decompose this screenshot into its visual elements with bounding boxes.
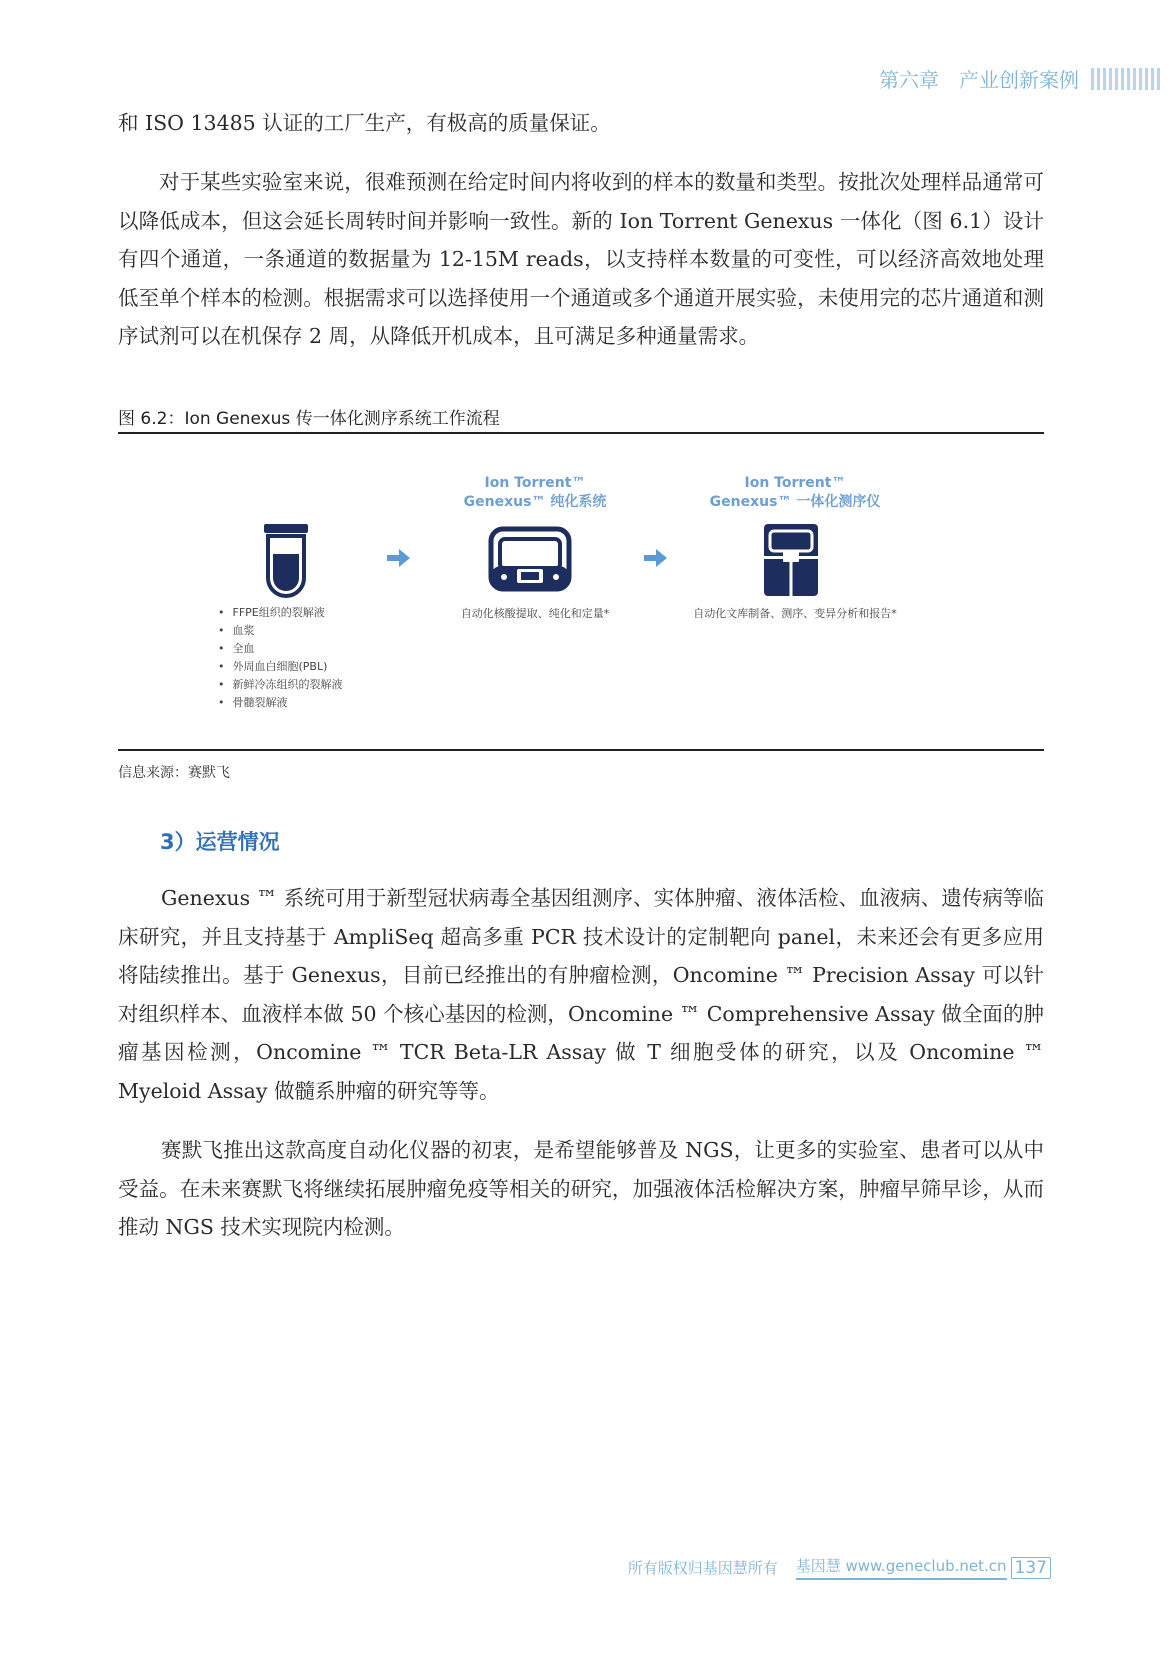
list-item: • 外周血白细胞(PBL) [218,658,343,676]
sample-tube-icon [262,522,310,600]
arrow-right-icon [644,548,668,568]
sample-type-list [218,604,343,712]
purification-title-line2: Genexus™ 纯化系统 [463,494,607,510]
list-item: • 新鲜冷冻组织的裂解液 [218,676,343,694]
page-header [879,64,1161,93]
purification-instrument-icon [488,526,572,592]
sequencer-title-line2: Genexus™ 一体化测序仪 [709,494,881,510]
purification-system-title [440,474,630,512]
arrow-right-icon [387,548,411,568]
figure-caption: 图 6.2：Ion Genexus 传一体化测序系统工作流程 [118,409,500,429]
chapter-title: 产业创新案例 [959,68,1079,92]
sequencer-title-line1: Ion Torrent™ [744,475,846,491]
brand-link[interactable]: 基因慧 www.geneclub.net.cn [796,1555,1007,1580]
figure-source: 信息来源：赛默飞 [118,765,230,781]
paragraph-4: 赛默飞推出这款高度自动化仪器的初衷，是希望能够普及 NGS，让更多的实验室、患者可以从中受益。在未来赛默飞将继续拓展肿瘤免疫等相关的研究，加强液体活检解决方案，肿瘤早筛早诊，从而推动 NGS 技术实现院内检测。 [118,1138,1044,1239]
section-heading: 3）运营情况 [160,830,280,854]
header-decoration-icon [1091,68,1161,90]
list-item: • 血浆 [218,622,343,640]
figure-bottom-rule [118,749,1044,751]
paragraph-2: 对于某些实验室来说，很难预测在给定时间内将收到的样本的数量和类型。按批次处理样品通常可以降低成本，但这会延长周转时间并影响一致性。新的 Ion Torrent Genexus 一体化（图 6.1）设计有四个通道，一条通道的数据量为 12-15M reads，以支持样本数量的可变性，可以经济高效地处理低至单个样本的检测。根据需求可以选择使用一个通道或多个通道开展实验，未使用完的芯片通道和测序试剂可以在机保存 2 周，从降低开机成本，且可满足多种通量需求。 [118,170,1044,348]
page-footer [628,1555,1051,1580]
chapter-label: 第六章 [879,68,939,92]
list-item: • 骨髓裂解液 [218,694,343,712]
purification-title-line1: Ion Torrent™ [484,475,586,491]
page-number: 137 [1011,1557,1051,1579]
paragraph-3: Genexus ™ 系统可用于新型冠状病毒全基因组测序、实体肿瘤、液体活检、血液病、遗传病等临床研究，并且支持基于 AmpliSeq 超高多重 PCR 技术设计的定制靶向 panel，未来还会有更多应用将陆续推出。基于 Genexus，目前已经推出的有肿瘤检测，Oncomine ™ Precision Assay 可以针对组织样本、血液样本做 50 个核心基因的检测，Oncomine ™ Comprehensive Assay 做全面的肿瘤基因检测，Oncomine ™ TCR Beta-LR Assay 做 T 细胞受体的研究，以及 Oncomine ™ Myeloid Assay 做髓系肿瘤的研究等等。 [118,886,1044,1103]
list-item: • FFPE组织的裂解液 [218,604,343,622]
list-item: • 全血 [218,640,343,658]
sequencer-instrument-icon [762,522,820,598]
purification-description: 自动化核酸提取、纯化和定量* [460,607,610,620]
copyright-text: 所有版权归基因慧所有 [627,1559,778,1577]
sequencer-description: 自动化文库制备、测序、变异分析和报告* [693,607,897,620]
paragraph-1: 和 ISO 13485 认证的工厂生产，有极高的质量保证。 [118,111,611,135]
sequencer-title [690,474,900,512]
figure-top-rule [118,432,1044,434]
